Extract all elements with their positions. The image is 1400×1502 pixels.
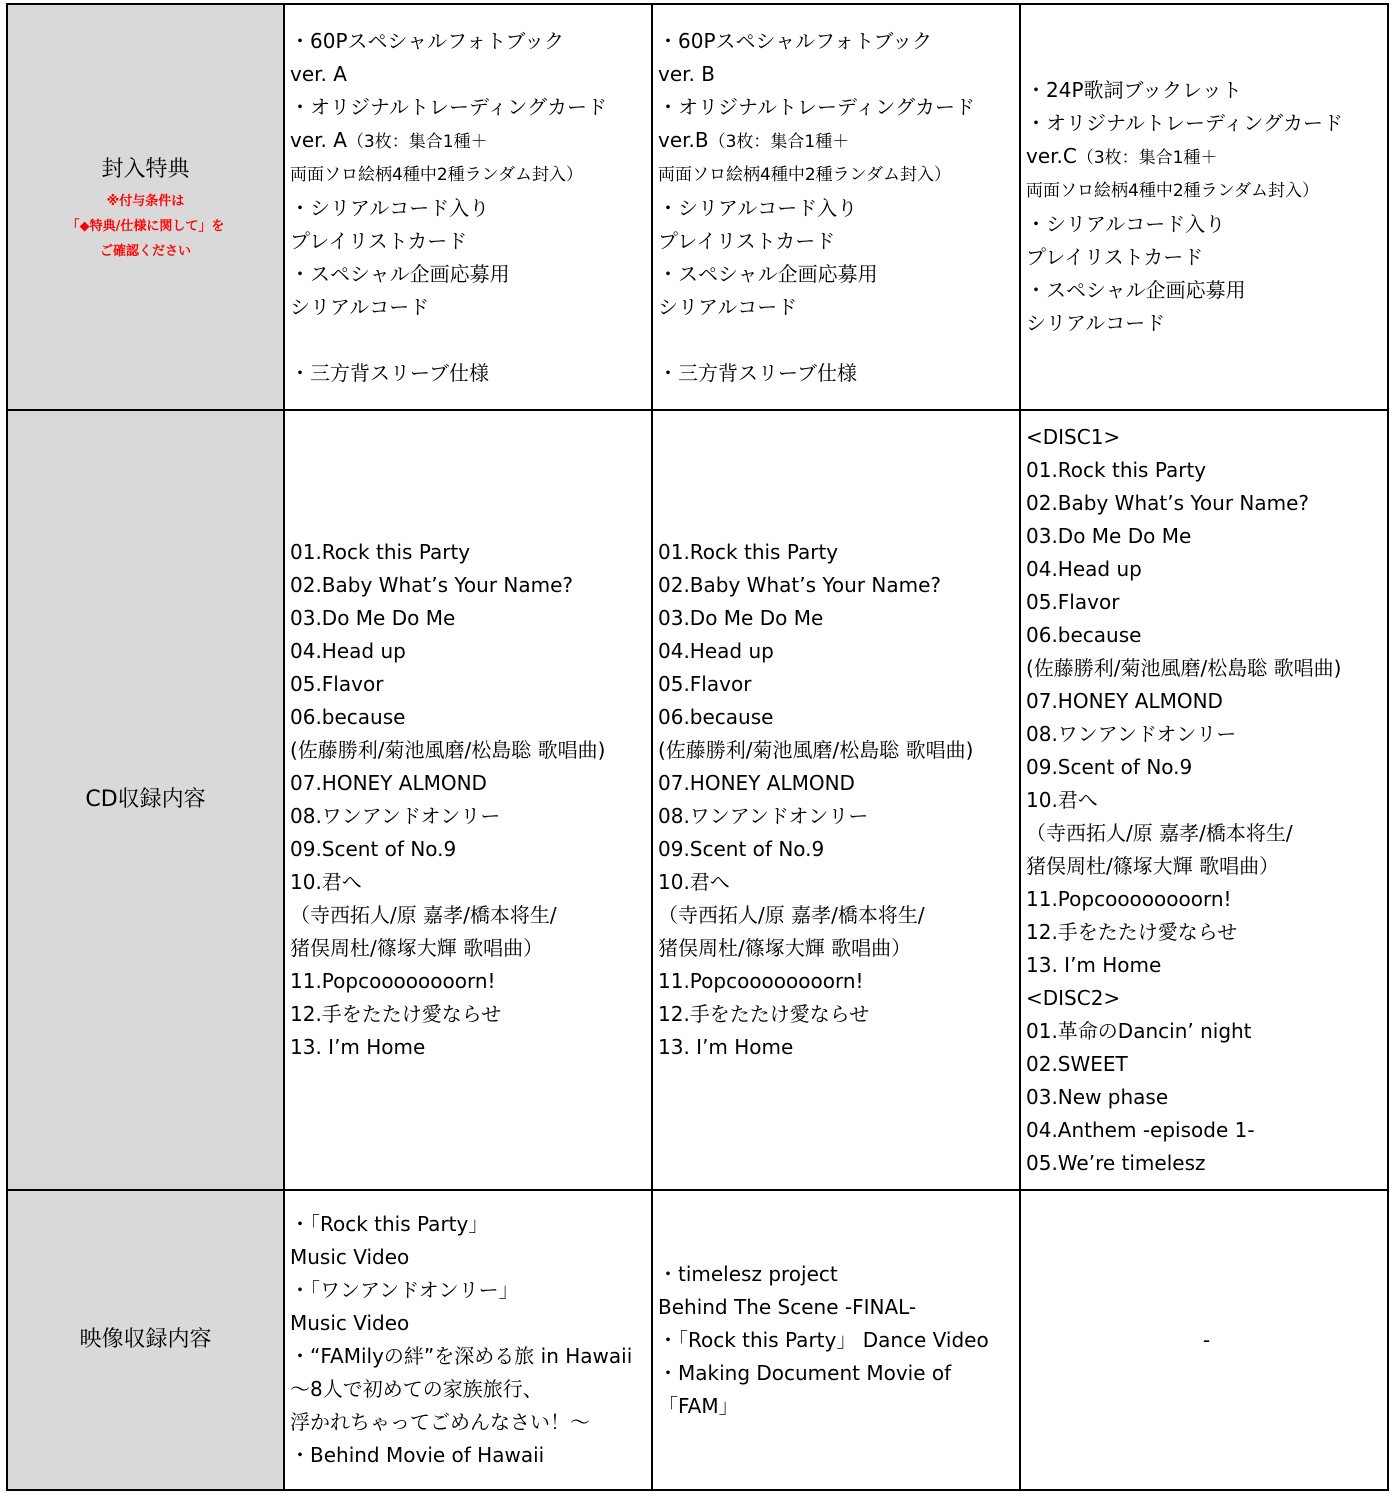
video-header-cell	[7, 1190, 284, 1490]
video-cell-c: -	[1020, 1190, 1388, 1490]
bonus-row	[7, 4, 1388, 410]
cd-header-cell	[7, 410, 284, 1190]
bonus-cell-a: ・60Pスペシャルフォトブック ver. A ・オリジナルトレーディングカード ver. A（3枚：集合1種＋ 両面ソロ絵柄4種中2種ランダム封入） ・シリアルコード入り プレイリストカード ・スペシャル企画応募用 シリアルコード ・三方背スリーブ仕様	[284, 4, 652, 410]
bonus-cell-c: ・24P歌詞ブックレット ・オリジナルトレーディングカード ver.C（3枚：集合1種＋ 両面ソロ絵柄4種中2種ランダム封入） ・シリアルコード入り プレイリストカード ・スペシャル企画応募用 シリアルコード	[1020, 4, 1388, 410]
cd-cell-b: 01.Rock this Party 02.Baby What’s Your Name? 03.Do Me Do Me 04.Head up 05.Flavor 06.because (佐藤勝利/菊池風磨/松島聡 歌唱曲) 07.HONEY ALMOND 08.ワンアンドオンリー 09.Scent of No.9 10.君へ （寺西拓人/原 嘉孝/橋本将生/ 猪俣周杜/篠塚大輝 歌唱曲） 11.Popcoooooooorn! 12.手をたたけ愛ならせ 13. I’m Home	[652, 410, 1020, 1190]
video-cell-a: ・「Rock this Party」 Music Video ・「ワンアンドオンリー」 Music Video ・“FAMilyの絆”を深める旅 in Hawaii ～8人で初めての家族旅行、 浮かれちゃってごめんなさい！～ ・Behind Movie of Hawaii	[284, 1190, 652, 1490]
bonus-header-cell	[7, 4, 284, 410]
cd-cell-a: 01.Rock this Party 02.Baby What’s Your Name? 03.Do Me Do Me 04.Head up 05.Flavor 06.because (佐藤勝利/菊池風磨/松島聡 歌唱曲) 07.HONEY ALMOND 08.ワンアンドオンリー 09.Scent of No.9 10.君へ （寺西拓人/原 嘉孝/橋本将生/ 猪俣周杜/篠塚大輝 歌唱曲） 11.Popcoooooooorn! 12.手をたたけ愛ならせ 13. I’m Home	[284, 410, 652, 1190]
video-row	[7, 1190, 1388, 1490]
bonus-header-label: 封入特典	[101, 156, 190, 182]
cd-header-label: CD収録内容	[85, 787, 206, 812]
cd-cell-c: <DISC1> 01.Rock this Party 02.Baby What’s Your Name? 03.Do Me Do Me 04.Head up 05.Flavor 06.because (佐藤勝利/菊池風磨/松島聡 歌唱曲) 07.HONEY ALMOND 08.ワンアンドオンリー 09.Scent of No.9 10.君へ （寺西拓人/原 嘉孝/橋本将生/ 猪俣周杜/篠塚大輝 歌唱曲） 11.Popcoooooooorn! 12.手をたたけ愛ならせ 13. I’m Home <DISC2> 01.革命のDancin’ night 02.SWEET 03.New phase 04.Anthem -episode 1- 05.We’re timelesz	[1020, 410, 1388, 1190]
cd-row	[7, 410, 1388, 1190]
bonus-cell-b: ・60Pスペシャルフォトブック ver. B ・オリジナルトレーディングカード ver.B（3枚：集合1種＋ 両面ソロ絵柄4種中2種ランダム封入） ・シリアルコード入り プレイリストカード ・スペシャル企画応募用 シリアルコード ・三方背スリーブ仕様	[652, 4, 1020, 410]
product-contents-table	[6, 3, 1389, 1491]
video-cell-b: ・timelesz project Behind The Scene -FINAL- ・「Rock this Party」 Dance Video ・Making Document Movie of 「FAM」	[652, 1190, 1020, 1490]
video-header-label: 映像収録内容	[79, 1327, 212, 1352]
bonus-note: ※付与条件は 「◆特典/仕様に関して」を ご確認ください	[66, 193, 225, 259]
